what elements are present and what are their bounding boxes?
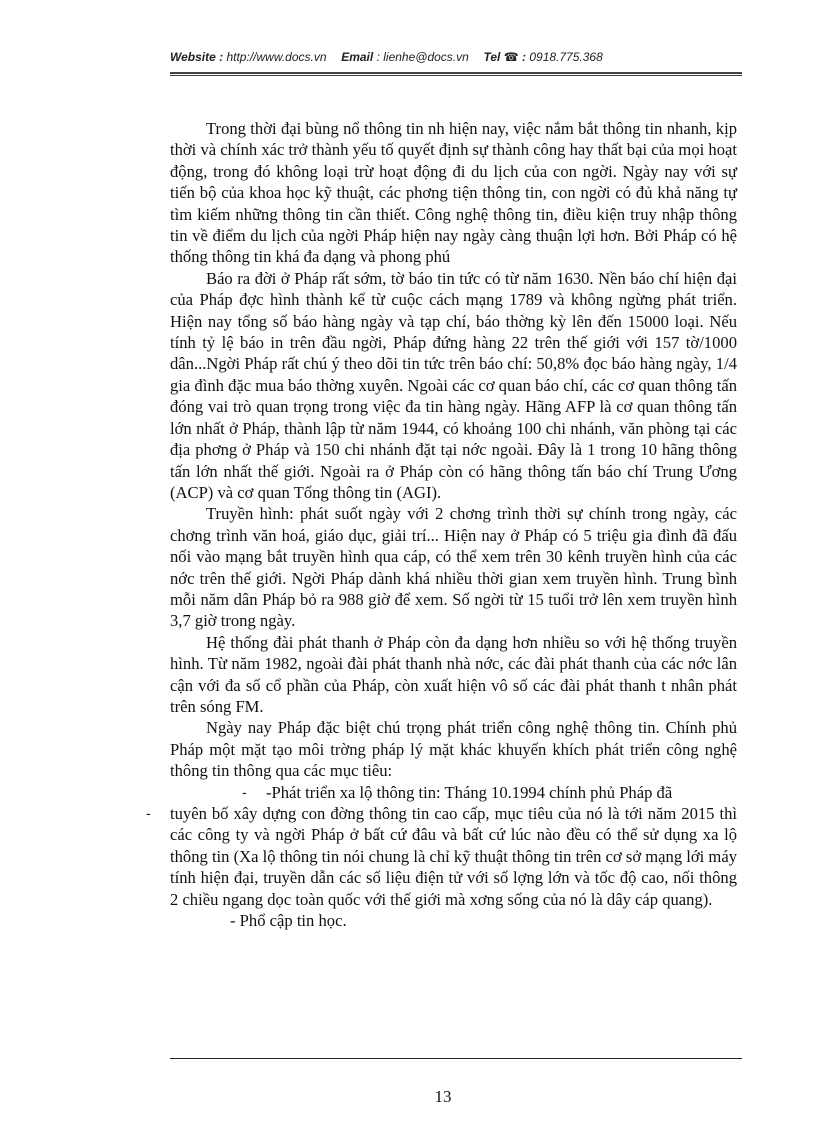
email-value[interactable]: : lienhe@docs.vn [376, 50, 469, 64]
footer-divider [170, 1058, 742, 1059]
paragraph-television: Truyền hình: phát suốt ngày với 2 chơng trình thời sự chính trong ngày, các chơng trình văn hoá, giáo dục, giải trí... Hiện nay ở Pháp có 5 triệu gia đình đã đấu nối vào mạng bắt truyền hình qua cáp, có thể xem trên 30 kênh truyền hình của các nớc trên thế giới. Ngời Pháp dành khá nhiều thời gian xem truyền hình. Trung bình mỗi năm dân Pháp bỏ ra 988 giờ để xem. Số ngời từ 15 tuổi trở lên xem truyền hình 3,7 giờ trong ngày. [170, 504, 737, 631]
tel-label: Tel ☎ : [483, 50, 526, 64]
header-divider [170, 72, 742, 76]
page-number: 13 [434, 1087, 452, 1106]
page-header [170, 50, 750, 72]
bullet-item-continuation [146, 803, 737, 910]
paragraph-computing: - Phổ cập tin học. [230, 911, 347, 931]
website-value[interactable]: http://www.docs.vn [226, 50, 327, 64]
tel-value: 0918.775.368 [529, 50, 603, 64]
bullet-text-highway: -Phát triển xa lộ thông tin: Tháng 10.1994 chính phủ Pháp đã [266, 782, 673, 802]
bullet-text-continuation: tuyên bố xây dựng con đờng thông tin cao cấp, mục tiêu của nó là tới năm 2015 thì các công ty và ngời Pháp ở bất cứ đâu và bất cứ lúc nào đều có thể sử dụng xa lộ thông tin (Xa lộ thông tin nói chung là chỉ kỹ thuật thông tin trên cơ sở mạng lới máy tính hiện đại, truyền dẫn các số liệu điện tử với số lợng lớn và tốc độ cao, nối thông 2 chiều ngang dọc toàn quốc với thế giới mà xơng sống của nó là dây cáp quang). [170, 804, 737, 909]
email-label: Email [341, 50, 374, 64]
paragraph-it-policy: Ngày nay Pháp đặc biệt chú trọng phát triển công nghệ thông tin. Chính phủ Pháp một mặt tạo môi trờng pháp lý mặt khác khuyến khích phát triển công nghệ thông tin thông qua các mục tiêu: [170, 718, 737, 781]
paragraph-radio: Hệ thống đài phát thanh ở Pháp còn đa dạng hơn nhiều so với hệ thống truyền hình. Từ năm 1982, ngoài đài phát thanh nhà nớc, các đài phát thanh của các nớc lân cận với đa số cổ phần của Pháp, còn xuất hiện vô số các đài phát thanh t nhân phát trên sóng FM. [170, 632, 737, 716]
website-label: Website : [170, 50, 224, 64]
paragraph-press: Báo ra đời ở Pháp rất sớm, tờ báo tin tức có từ năm 1630. Nền báo chí hiện đại của Pháp đợc hình thành kể từ cuộc cách mạng 1789 và không ngừng phát triển. Hiện nay tổng số báo hàng ngày và tạp chí, báo thờng kỳ lên đến 15000 loại. Nếu tính tỷ lệ báo in trên đầu ngời, Pháp đứng hàng 22 trên thế giới với 157 tờ/1000 dân...Ngời Pháp rất chú ý theo dõi tin tức trên báo chí: 50,8% đọc báo hàng ngày, 1/4 gia đình đặc mua báo thờng xuyên. Ngoài các cơ quan báo chí, các cơ quan thông tấn đóng vai trò quan trọng trong việc đa tin hàng ngày. Hãng AFP là cơ quan thông tấn lớn nhất ở Pháp, thành lập từ năm 1944, có khoảng 100 chi nhánh, văn phòng tại các địa phơng ở Pháp và 150 chi nhánh đặt tại nớc ngoài. Đây là 1 trong 10 hãng thông tấn lớn nhất thế giới. Ngoài ra ở Pháp còn có hãng thông tấn báo chí Trung Ương (ACP) và cơ quan Tổng thông tin (AGI). [170, 268, 737, 502]
document-body [146, 118, 737, 931]
bullet-item-highway [170, 782, 737, 803]
bullet-marker: - [146, 805, 151, 821]
paragraph-intro: Trong thời đại bùng nổ thông tin nh hiện nay, việc nắm bắt thông tin nhanh, kịp thời và chính xác trở thành yếu tố quyết định sự thành công hay thất bại của mọi hoạt động, trong đó không loại trừ hoạt động đi du lịch của con ngời. Ngày nay với sự tiến bộ của khoa học kỹ thuật, các phơng tiện thông tin, con ngời có đủ khả năng tự tìm kiếm những thông tin cần thiết. Công nghệ thông tin, điều kiện truy nhập thông tin về điểm du lịch của ngời Pháp hiện nay ngày càng thuận lợi hơn. Bởi Pháp có hệ thống thông tin khá đa dạng và phong phú [170, 119, 737, 267]
bullet-marker: - [242, 783, 247, 800]
